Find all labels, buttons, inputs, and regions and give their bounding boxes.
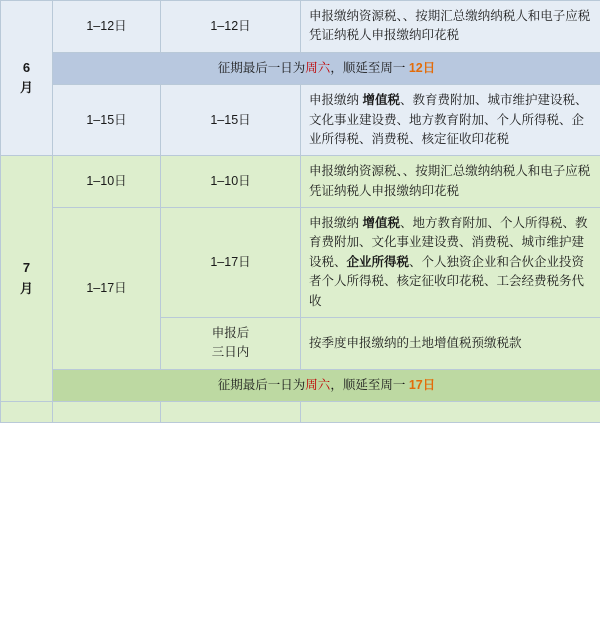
note-middle: ，顺延至周一: [330, 377, 406, 392]
table-row: [1, 156, 600, 208]
note-day: 12日: [408, 60, 436, 75]
spacer-cell: [301, 402, 600, 423]
description-text: 按季度申报缴纳的土地增值税预缴税款: [301, 317, 600, 369]
description-text: 申报缴纳资源税、、按期汇总缴纳纳税人和电子应税凭证纳税人申报缴纳印花税: [301, 156, 600, 208]
description-text: [301, 208, 600, 318]
date-range-primary: 1–17日: [53, 208, 161, 370]
desc-part-emphasis: 增值税: [362, 93, 400, 108]
date-range-secondary: 1–15日: [161, 85, 301, 156]
date-range-secondary: [161, 317, 301, 369]
date-range-primary: 1–15日: [53, 85, 161, 156]
table-row: [1, 208, 600, 318]
desc-part: 、地方教育附加、个人所得税、教育费附加、文化事业建设费、消费税、城市维护建设税、: [309, 216, 588, 269]
table-row-partial: [1, 402, 600, 423]
table-row-note: [1, 52, 600, 84]
month-label-digit: 7 月: [19, 260, 33, 296]
note-day: 17日: [408, 377, 436, 392]
note-prefix: 征期最后一日为: [217, 377, 306, 392]
table-row: [1, 1, 600, 53]
note-weekday: 周六: [305, 377, 331, 392]
note-prefix: 征期最后一日为: [217, 60, 306, 75]
date-line-2: 三日内: [211, 345, 250, 360]
deadline-note-july: [53, 369, 600, 401]
description-text: 申报缴纳资源税、、按期汇总缴纳纳税人和电子应税凭证纳税人申报缴纳印花税: [301, 1, 600, 53]
date-range-primary: 1–12日: [53, 1, 161, 53]
deadline-note-june: [53, 52, 600, 84]
desc-part: 申报缴纳: [309, 216, 363, 230]
note-middle: ，顺延至周一: [330, 60, 406, 75]
spacer-cell: [161, 402, 301, 423]
month-cell-july: [1, 156, 53, 402]
date-range-secondary: 1–12日: [161, 1, 301, 53]
table-row: [1, 85, 600, 156]
date-line-1: 申报后: [211, 325, 250, 340]
spacer-cell: [53, 402, 161, 423]
description-text: [301, 85, 600, 156]
desc-part-emphasis: 增值税: [362, 216, 400, 230]
desc-part-emphasis: 企业所得税: [346, 254, 410, 269]
table-row-note: [1, 369, 600, 401]
desc-part: 、个人独资企业和合伙企业投资者个人所得税、核定征收印花税、工会经费税务代收: [309, 254, 585, 308]
date-range-primary: 1–10日: [53, 156, 161, 208]
month-cell-june: [1, 1, 53, 156]
month-label-digit: 6 月: [19, 59, 33, 96]
date-range-secondary: 1–17日: [161, 208, 301, 318]
date-range-secondary: 1–10日: [161, 156, 301, 208]
spacer-cell: [1, 402, 53, 423]
desc-part: 、教育费附加、城市维护建设税、文化事业建设费、地方教育附加、个人所得税、企业所得税、消费税、核定征收印花税: [309, 93, 588, 146]
note-weekday: 周六: [305, 60, 331, 75]
desc-part: 申报缴纳: [309, 93, 363, 108]
